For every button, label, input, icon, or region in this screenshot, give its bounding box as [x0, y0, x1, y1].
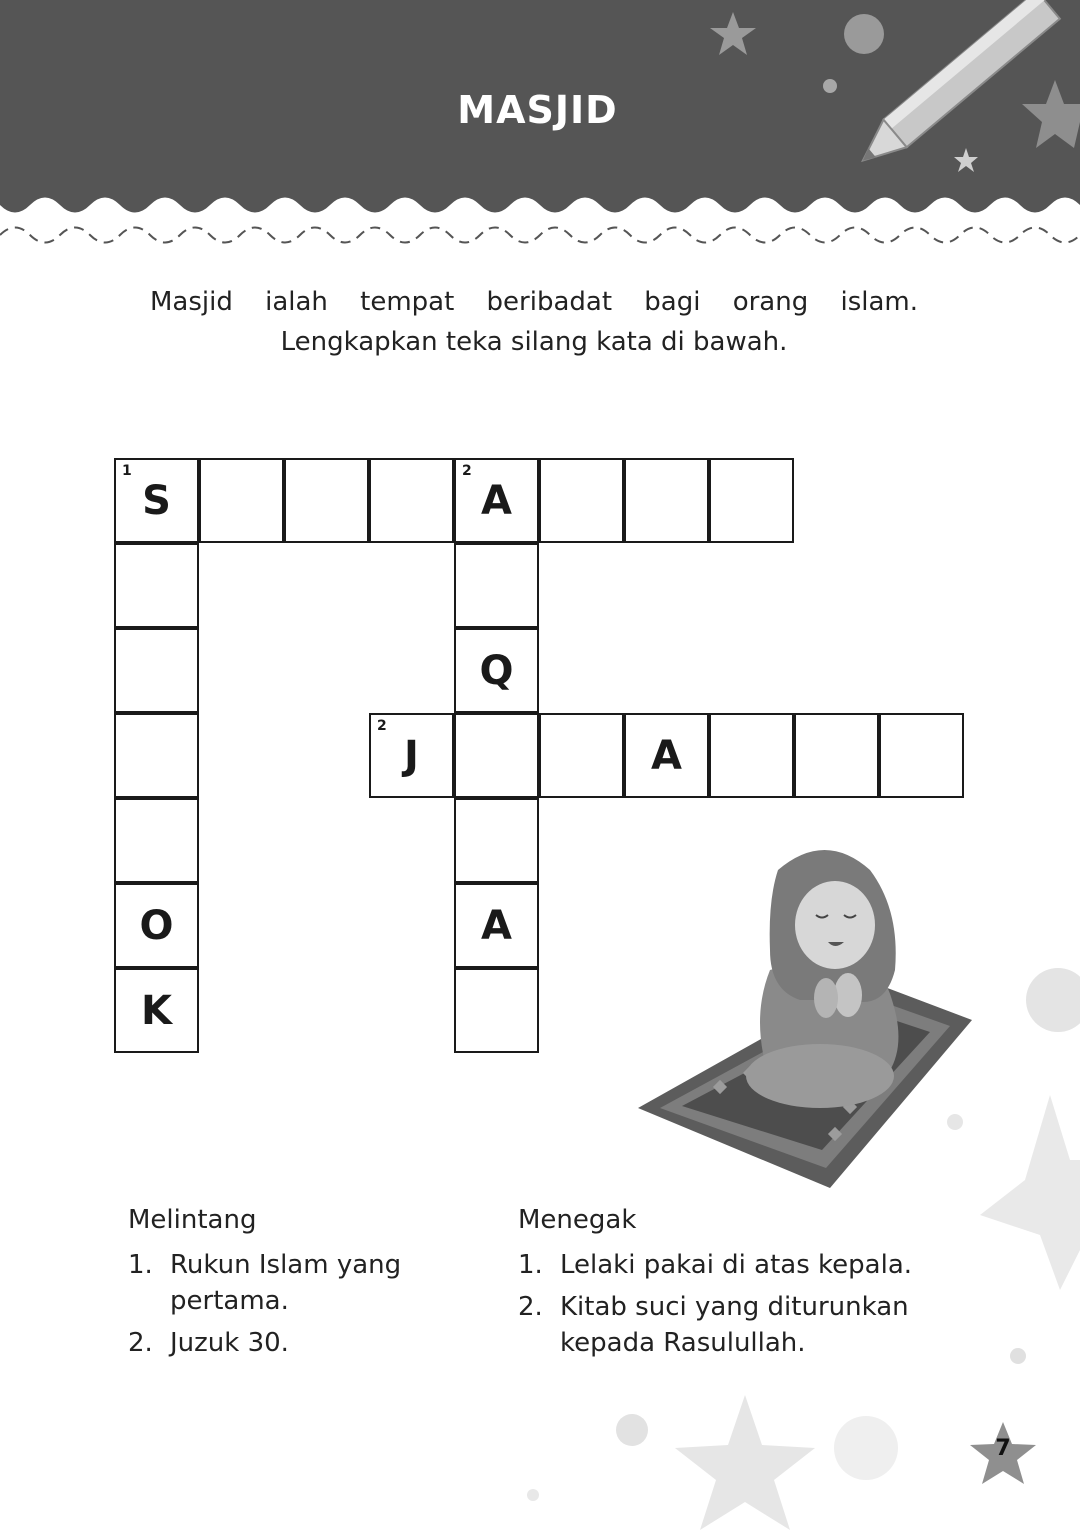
clue-text: Kitab suci yang diturunkan kepada Rasulullah. — [560, 1292, 909, 1358]
crossword-letter: A — [481, 902, 512, 949]
crossword-letter: S — [142, 477, 171, 524]
crossword-cell[interactable] — [454, 713, 539, 798]
crossword-cell[interactable] — [114, 628, 199, 713]
crossword-cell[interactable] — [199, 458, 284, 543]
crossword-letter — [371, 460, 452, 541]
clue-text: Rukun Islam yang pertama. — [170, 1250, 402, 1316]
crossword-cell[interactable] — [454, 798, 539, 883]
crossword-letter — [541, 460, 622, 541]
crossword-cell[interactable] — [539, 713, 624, 798]
crossword-letter: A — [481, 477, 512, 524]
crossword-cell[interactable] — [454, 968, 539, 1053]
crossword-clue-number: 1 — [122, 463, 132, 479]
clues-across — [128, 1205, 468, 1367]
crossword-cell[interactable] — [794, 713, 879, 798]
clue-number: 2. — [128, 1328, 153, 1358]
crossword-cell[interactable] — [624, 713, 709, 798]
clue-text: Juzuk 30. — [170, 1328, 289, 1358]
crossword-letter: K — [141, 987, 172, 1034]
crossword-clue-number: 2 — [377, 718, 387, 734]
crossword-cell[interactable] — [284, 458, 369, 543]
crossword-letter — [711, 460, 792, 541]
crossword-cell[interactable] — [454, 543, 539, 628]
crossword-cell[interactable] — [709, 458, 794, 543]
clues-across-heading: Melintang — [128, 1205, 257, 1235]
crossword-letter — [456, 715, 537, 796]
crossword-clue-number: 2 — [462, 463, 472, 479]
crossword-letter: J — [404, 732, 419, 779]
crossword-cell[interactable] — [879, 713, 964, 798]
header-background — [0, 0, 1080, 280]
crossword-letter — [116, 800, 197, 881]
crossword-cell[interactable] — [454, 628, 539, 713]
crossword-letter — [116, 545, 197, 626]
crossword-letter: A — [651, 732, 682, 779]
crossword-letter — [456, 800, 537, 881]
intro-line-2: Lengkapkan teka silang kata di bawah. — [280, 327, 788, 357]
crossword-letter — [626, 460, 707, 541]
clue-down-1 — [518, 1247, 948, 1283]
clue-down-2 — [518, 1289, 948, 1361]
crossword-letter — [456, 970, 537, 1051]
clue-text: Lelaki pakai di atas kepala. — [560, 1250, 913, 1280]
crossword-letter — [711, 715, 792, 796]
crossword-letter — [881, 715, 962, 796]
crossword-letter — [201, 460, 282, 541]
star-icon — [980, 1095, 1080, 1290]
page-number: 7 — [995, 1436, 1011, 1461]
crossword-cell[interactable] — [369, 713, 454, 798]
crossword-cell[interactable] — [454, 458, 539, 543]
crossword-cell[interactable] — [114, 543, 199, 628]
clue-across-2 — [128, 1325, 468, 1361]
crossword-cell[interactable] — [624, 458, 709, 543]
crossword-cell[interactable] — [369, 458, 454, 543]
clue-number: 2. — [518, 1292, 543, 1322]
crossword-letter: O — [139, 902, 174, 949]
crossword-letter — [541, 715, 622, 796]
crossword-letter — [456, 545, 537, 626]
clues-down-heading: Menegak — [518, 1205, 637, 1235]
crossword-cell[interactable] — [114, 713, 199, 798]
clue-number: 1. — [518, 1250, 543, 1280]
clue-across-1 — [128, 1247, 468, 1319]
praying-girl-illustration — [620, 830, 990, 1200]
crossword-cell[interactable] — [114, 798, 199, 883]
clue-number: 1. — [128, 1250, 153, 1280]
star-icon-2 — [675, 1395, 815, 1530]
crossword-cell[interactable] — [454, 883, 539, 968]
clues-down — [518, 1205, 948, 1367]
crossword-letter: Q — [479, 647, 514, 694]
crossword-letter — [116, 630, 197, 711]
intro-line-1: Masjid ialah tempat beribadat bagi orang islam. — [150, 287, 918, 317]
girl-icon — [746, 850, 898, 1108]
crossword-letter — [116, 715, 197, 796]
crossword-cell[interactable] — [709, 713, 794, 798]
crossword-cell[interactable] — [114, 458, 199, 543]
intro-text — [150, 282, 918, 362]
page-title: MASJID — [457, 88, 618, 132]
crossword-cell[interactable] — [114, 883, 199, 968]
crossword-letter — [286, 460, 367, 541]
header-banner — [0, 0, 1080, 280]
crossword-letter — [796, 715, 877, 796]
crossword-cell[interactable] — [539, 458, 624, 543]
crossword-cell[interactable] — [114, 968, 199, 1053]
